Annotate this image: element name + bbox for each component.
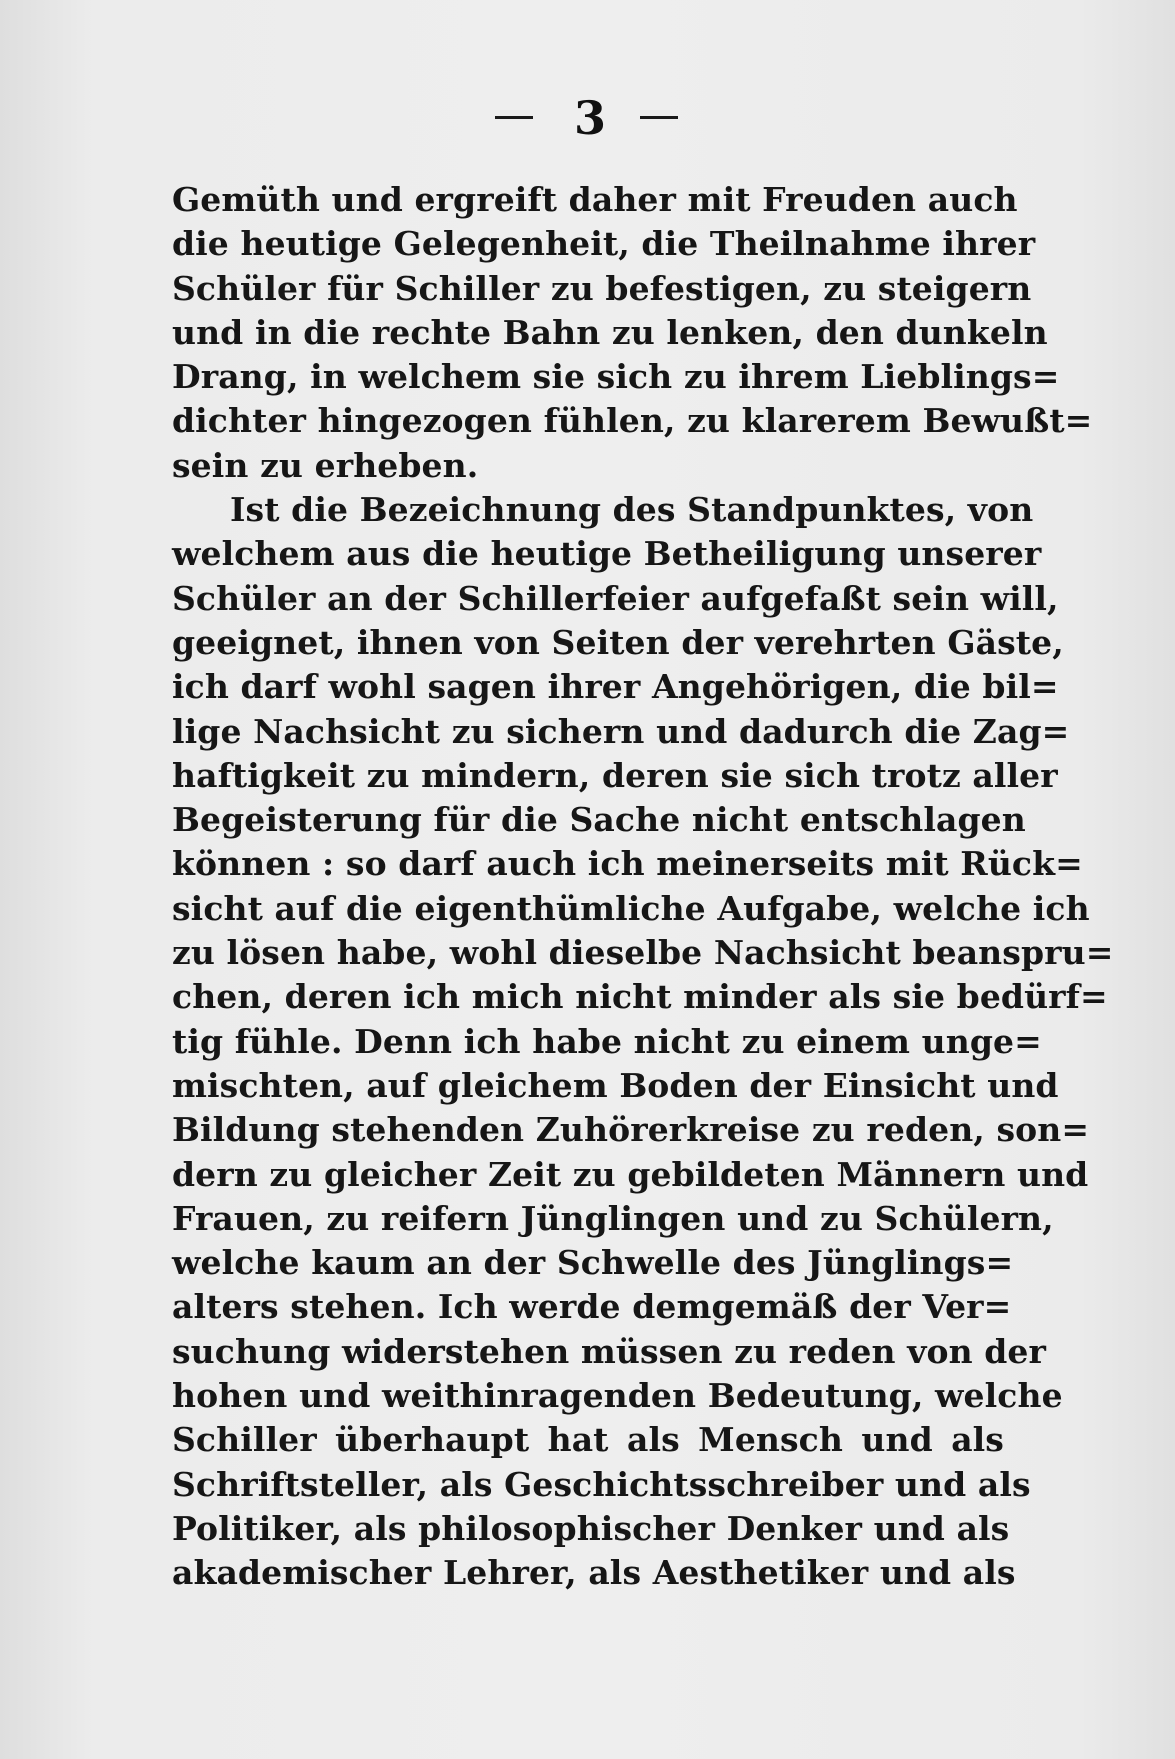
page-number: 3 bbox=[573, 91, 606, 145]
header-dash-left bbox=[495, 116, 533, 119]
text-line: sicht auf die eigenthümliche Aufgabe, welche ich bbox=[172, 888, 1090, 928]
text-line: alters stehen. Ich werde demgemäß der Ver= bbox=[172, 1287, 1012, 1327]
text-line: die heutige Gelegenheit, die Theilnahme ihrer bbox=[172, 224, 1036, 264]
text-line: geeignet, ihnen von Seiten der verehrten Gäste, bbox=[172, 622, 1064, 662]
text-line: lige Nachsicht zu sichern und dadurch die Zag= bbox=[172, 711, 1070, 751]
text-line: Bildung stehenden Zuhörerkreise zu reden, son= bbox=[172, 1110, 1090, 1150]
page-header bbox=[0, 88, 1175, 148]
text-line: Drang, in welchem sie sich zu ihrem Lieblings= bbox=[172, 357, 1060, 397]
text-line: dichter hingezogen fühlen, zu klarerem Bewußt= bbox=[172, 401, 1093, 441]
text-line: zu lösen habe, wohl dieselbe Nachsicht beanspru= bbox=[172, 933, 1114, 973]
body-text bbox=[172, 178, 1114, 1596]
text-line: können : so darf auch ich meinerseits mit Rück= bbox=[172, 844, 1083, 884]
text-line: Schüler an der Schillerfeier aufgefaßt sein will, bbox=[172, 578, 1059, 618]
text-line: sein zu erheben. bbox=[172, 445, 479, 485]
text-line: Gemüth und ergreift daher mit Freuden auch bbox=[172, 180, 1018, 219]
text-line: haftigkeit zu mindern, deren sie sich trotz aller bbox=[172, 755, 1058, 795]
text-line: suchung widerstehen müssen zu reden von der bbox=[172, 1331, 1047, 1371]
text-line: Schiller überhaupt hat als Mensch und als bbox=[172, 1420, 1004, 1460]
text-line: mischten, auf gleichem Boden der Einsicht und bbox=[172, 1065, 1059, 1105]
text-line: hohen und weithinragenden Bedeutung, welche bbox=[172, 1376, 1063, 1416]
text-line: akademischer Lehrer, als Aesthetiker und als bbox=[172, 1553, 1016, 1593]
text-line: Frauen, zu reifern Jünglingen und zu Schülern, bbox=[172, 1198, 1054, 1238]
text-line: chen, deren ich mich nicht minder als sie bedürf= bbox=[172, 977, 1108, 1017]
text-line: welche kaum an der Schwelle des Jünglings= bbox=[172, 1243, 1014, 1283]
text-line: Schüler für Schiller zu befestigen, zu steigern bbox=[172, 268, 1032, 308]
text-line: Begeisterung für die Sache nicht entschlagen bbox=[172, 800, 1026, 840]
text-line: welchem aus die heutige Betheiligung unserer bbox=[172, 534, 1042, 574]
header-dash-right bbox=[640, 116, 678, 119]
text-line: Politiker, als philosophischer Denker und als bbox=[172, 1508, 1010, 1548]
text-line: tig fühle. Denn ich habe nicht zu einem unge= bbox=[172, 1021, 1042, 1061]
text-line: und in die rechte Bahn zu lenken, den dunkeln bbox=[172, 312, 1048, 352]
text-line: dern zu gleicher Zeit zu gebildeten Männern und bbox=[172, 1154, 1089, 1194]
text-line: Schriftsteller, als Geschichtsschreiber und als bbox=[172, 1464, 1031, 1504]
text-line: Ist die Bezeichnung des Standpunktes, von bbox=[230, 490, 1034, 530]
text-line: ich darf wohl sagen ihrer Angehörigen, die bil= bbox=[172, 667, 1059, 707]
